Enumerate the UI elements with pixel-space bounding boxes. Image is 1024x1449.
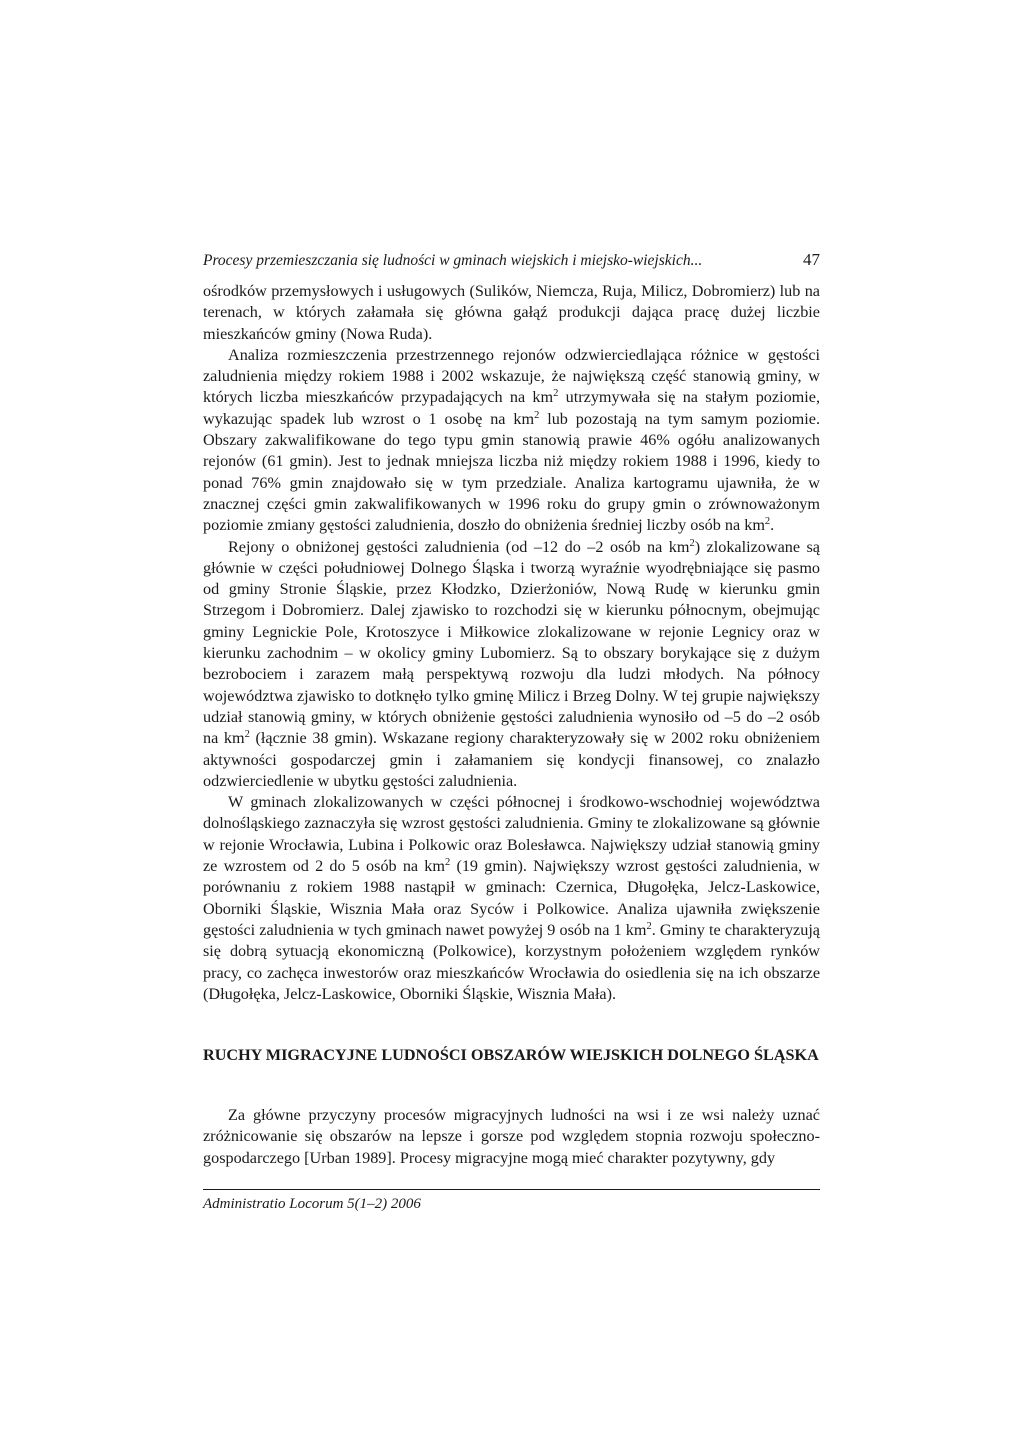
text-run: Analiza rozmieszczenia przestrzennego rejonów odzwierciedlająca różnice w gęstości zaludnienia między rokiem 1988 i 2002 wskazuje, że największą część stanowią gminy, w których liczba mieszkańców przypadających na km: [203, 345, 820, 407]
paragraph-growth-regions: [203, 792, 820, 1005]
section-body: [203, 1105, 820, 1169]
running-title: Procesy przemieszczania się ludności w gminach wiejskich i miejsko-wiejskich...: [203, 252, 703, 269]
superscript-2: 2: [244, 729, 250, 741]
journal-footer: Administratio Locorum 5(1–2) 2006: [203, 1196, 421, 1212]
text-run: (19 gmin). Największy wzrost gęstości zaludnienia, w porównaniu z rokiem 1988 nastąpił w gminach: Czernica, Długołęka, Jelcz-Laskowice, Oborniki Śląskie, Wisznia Mała oraz Syców i Polkowice. Analiza ujawniła zwiększenie gęstości zaludnienia w tych gminach nawet powyżej 9 osób na 1 km: [203, 857, 820, 939]
superscript-2: 2: [553, 388, 559, 400]
paragraph-migration-intro: Za główne przyczyny procesów migracyjnych ludności na wsi i ze wsi należy uznać zróżnicowanie się obszarów na lepsze i gorsze pod względem stopnia rozwoju społeczno-gospodarczego [Urban 1989]. Procesy migracyjne mogą mieć charakter pozytywny, gdy: [203, 1106, 820, 1167]
text-run: W gminach zlokalizowanych w części północnej i środkowo-wschodniej województwa dolnośląskiego zaznaczyła się wzrost gęstości zaludnienia. Gminy te zlokalizowane są głównie w rejonie Wrocławia, Lubina i Polkowic oraz Bolesławca. Największy udział stanowią gminy ze wzrostem od 2 do 5 osób na km: [203, 793, 820, 876]
paragraph-decline-regions: [203, 537, 820, 793]
superscript-2: 2: [689, 537, 695, 549]
superscript-2: 2: [764, 516, 771, 528]
body-text: [203, 281, 820, 1005]
superscript-2: 2: [646, 920, 652, 932]
superscript-2: 2: [445, 857, 451, 869]
superscript-2: 2: [534, 409, 540, 421]
paragraph-density-analysis: [203, 345, 820, 537]
page-number: 47: [803, 250, 820, 269]
text-run: .: [770, 516, 775, 535]
footer-rule: [203, 1189, 820, 1190]
text-run: ) zlokalizowane są głównie w części południowej Dolnego Śląska i tworzą wyraźnie wyodrębniające się pasmo od gminy Stronie Śląskie, przez Kłodzko, Dzierżoniów, Nową Rudę w kierunku gmin Strzegom i Dobromierz. Dalej zjawisko to rozchodzi się w kierunku północnym, obejmując gminy Legnickie Pole, Krotoszyce i Miłkowice zlokalizowane w rejonie Legnicy oraz w kierunku zachodnim – w okolicy gminy Lubomierz. Są to obszary borykające się z dużym bezrobociem i zarazem małą perspektywą rozwoju dla ludzi młodych. Na północy województwa zjawisko to dotknęło tylko gminę Milicz i Brzeg Dolny. W tej grupie największy udział stanowią gminy, w których obniżenie gęstości zaludnienia wynosiło od –5 do –2 osób na km: [203, 537, 820, 748]
text-run: lub pozostają na tym samym poziomie. Obszary zakwalifikowane do tego typu gmin stanowią prawie 46% ogółu analizowanych rejonów (61 gmin). Jest to jednak mniejsza liczba niż między rokiem 1988 i 1996, kiedy to ponad 76% gmin znajdowało się w tym przedziale. Analiza kartogramu ujawniła, że w znacznej części gmin zakwalifikowanych w 1996 roku do grupy gmin o zrównoważonym poziomie zmiany gęstości zaludnienia, doszło do obniżenia średniej liczby osób na km: [203, 409, 820, 535]
text-run: . Gminy te charakteryzują się dobrą sytuacją ekonomiczną (Polkowice), korzystnym położeniem względem rynków pracy, co zachęca inwestorów oraz mieszkańców Wrocławia do osiedlenia się na ich obszarze (Długołęka, Jelcz-Laskowice, Oborniki Śląskie, Wisznia Mała).: [203, 920, 820, 1003]
text-run: utrzymywała się na stałym poziomie, wykazując spadek lub wzrost o 1 osobę na km: [203, 388, 820, 428]
running-header: [203, 250, 820, 270]
paragraph-continued: [203, 281, 820, 345]
text-run: (łącznie 38 gmin). Wskazane regiony charakteryzowały się w 2002 roku obniżeniem aktywności gospodarczej gmin i załamaniem się kondycji finansowej, co znalazło odzwierciedlenie w ubytku gęstości zaludnienia.: [203, 729, 820, 790]
text-run: ośrodków przemysłowych i usługowych (Sulików, Niemcza, Ruja, Milicz, Dobromierz) lub na terenach, w których załamała się główna gałąź produkcji dająca pracę dużej liczbie mieszkańców gminy (Nowa Ruda).: [203, 282, 820, 343]
text-run: Rejony o obniżonej gęstości zaludnienia (od –12 do –2 osób na km: [228, 537, 690, 556]
section-heading: RUCHY MIGRACYJNE LUDNOŚCI OBSZARÓW WIEJSKICH DOLNEGO ŚLĄSKA: [203, 1046, 819, 1064]
